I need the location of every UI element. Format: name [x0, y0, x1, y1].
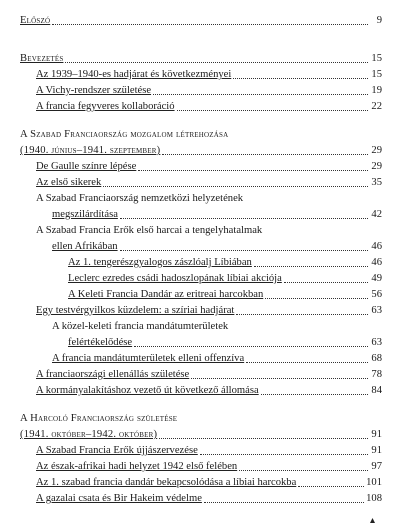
toc-page-number: 46 [371, 257, 382, 268]
toc-entry-text: A Vichy-rendszer születése [36, 85, 152, 96]
toc-page-number: 68 [371, 353, 382, 364]
dot-leader [177, 110, 368, 111]
dot-leader [138, 170, 368, 171]
toc-entry[interactable] [68, 290, 382, 301]
dot-leader [265, 298, 368, 299]
toc-entry[interactable] [36, 462, 382, 473]
toc-entry-text: Az 1. szabad francia dandár bekapcsolódása a líbiai harcokba [36, 477, 297, 488]
dot-leader [204, 502, 364, 503]
toc-page-number: 84 [371, 385, 382, 396]
toc-entry-text: A kormányalakításhoz vezető út következő állomása [36, 385, 259, 396]
toc-page-number: 108 [366, 493, 382, 504]
toc-entry[interactable] [36, 102, 382, 113]
toc-entry-eloszo[interactable] [20, 16, 382, 27]
toc-entry-text: Előszó [20, 15, 51, 26]
toc-entry-text: Bevezetés [20, 53, 64, 64]
toc-page-number: 29 [371, 161, 382, 172]
toc-page-number: 9 [376, 15, 382, 26]
dot-leader [236, 314, 368, 315]
toc-entry-text: A gazalai csata és Bir Hakeim védelme [36, 493, 202, 504]
toc-entry-text: A Szabad Francia Erők első harcai a tengelyhatalmak [36, 225, 263, 236]
dot-leader [103, 186, 368, 187]
toc-page-number: 15 [371, 53, 382, 64]
toc-page-number: 46 [371, 241, 382, 252]
toc-page-number: 22 [371, 101, 382, 112]
toc-entry[interactable] [36, 86, 382, 97]
dot-leader [120, 218, 368, 219]
toc-entry-text: A Szabad Francia Erők újjászervezése [36, 445, 198, 456]
toc-entry[interactable] [36, 446, 382, 457]
toc-entry-text: A francia mandátumterületek elleni offenzíva [52, 353, 245, 364]
toc-entry[interactable] [36, 70, 382, 81]
toc-entry[interactable] [68, 274, 382, 285]
toc-entry-chapter-dates[interactable] [20, 146, 382, 157]
dot-leader [120, 250, 368, 251]
toc-entry[interactable] [36, 370, 382, 381]
toc-entry-text: Egy testvérgyilkos küzdelem: a szíriai hadjárat [36, 305, 235, 316]
dot-leader [134, 346, 368, 347]
toc-page-number: 63 [371, 337, 382, 348]
toc-page-number: 15 [371, 69, 382, 80]
toc-entry-text: (1941. október–1942. október) [20, 429, 158, 440]
toc-entry-text: A franciaországi ellenállás születése [36, 369, 190, 380]
toc-entry-text: Az 1. tengerészgyalogos zászlóalj Líbiában [68, 257, 252, 268]
toc-entry[interactable] [52, 210, 382, 221]
dot-leader [65, 62, 368, 63]
toc-page-number: 29 [371, 145, 382, 156]
dot-leader [52, 24, 368, 25]
dot-leader [284, 282, 368, 283]
toc-entry[interactable] [36, 494, 382, 505]
toc-entry[interactable] [68, 258, 382, 269]
toc-entry-bevezetes[interactable] [20, 54, 382, 65]
toc-page-number: 91 [371, 429, 382, 440]
toc-entry[interactable] [36, 306, 382, 317]
toc-entry-text: Az 1939–1940-es hadjárat és következményei [36, 69, 232, 80]
toc-entry-text: Az első sikerek [36, 177, 102, 188]
toc-entry[interactable] [36, 386, 382, 397]
toc-entry[interactable] [36, 178, 382, 189]
toc-entry[interactable] [68, 338, 382, 349]
toc-page-number: 49 [371, 273, 382, 284]
chapter-heading: A Harcoló Franciaország születése [20, 413, 178, 424]
toc-entry[interactable] [52, 354, 382, 365]
toc-entry-text: A Keleti Francia Dandár az eritreai harcokban [68, 289, 264, 300]
dot-leader [162, 154, 368, 155]
toc-page-number: 91 [371, 445, 382, 456]
toc-entry-text: (1940. június–1941. szeptember) [20, 145, 161, 156]
dot-leader [200, 454, 368, 455]
dot-leader [233, 78, 368, 79]
toc-entry[interactable] [52, 242, 382, 253]
page-corner-mark-icon [370, 518, 375, 523]
dot-leader [246, 362, 368, 363]
toc-entry-text: ellen Afrikában [52, 241, 118, 252]
toc-entry-text: Leclerc ezredes csádi hadoszlopának líbiai akciója [68, 273, 282, 284]
toc-page-number: 19 [371, 85, 382, 96]
dot-leader [159, 438, 368, 439]
dot-leader [239, 470, 368, 471]
toc-entry-text: A közel-keleti francia mandátumterületek [52, 321, 229, 332]
dot-leader [191, 378, 368, 379]
toc-page-number: 63 [371, 305, 382, 316]
dot-leader [261, 394, 368, 395]
dot-leader [298, 486, 364, 487]
toc-page-number: 42 [371, 209, 382, 220]
chapter-heading: A Szabad Franciaország mozgalom létrehozása [20, 129, 229, 140]
dot-leader [153, 94, 368, 95]
toc-entry[interactable] [36, 162, 382, 173]
toc-entry-chapter-dates[interactable] [20, 430, 382, 441]
toc-page-number: 56 [371, 289, 382, 300]
toc-page-number: 101 [366, 477, 382, 488]
toc-entry-text: De Gaulle színre lépése [36, 161, 137, 172]
dot-leader [254, 266, 368, 267]
toc-entry-text: A francia fegyveres kollaboráció [36, 101, 175, 112]
toc-entry-text: Az észak-afrikai hadi helyzet 1942 első felében [36, 461, 238, 472]
toc-page-number: 35 [371, 177, 382, 188]
toc-entry-text: A Szabad Franciaország nemzetközi helyzetének [36, 193, 244, 204]
toc-entry-text: megszilárdítása [52, 209, 118, 220]
toc-page-number: 97 [371, 461, 382, 472]
toc-entry[interactable] [36, 478, 382, 489]
toc-page-number: 78 [371, 369, 382, 380]
toc-entry-text: felértékelődése [68, 337, 133, 348]
